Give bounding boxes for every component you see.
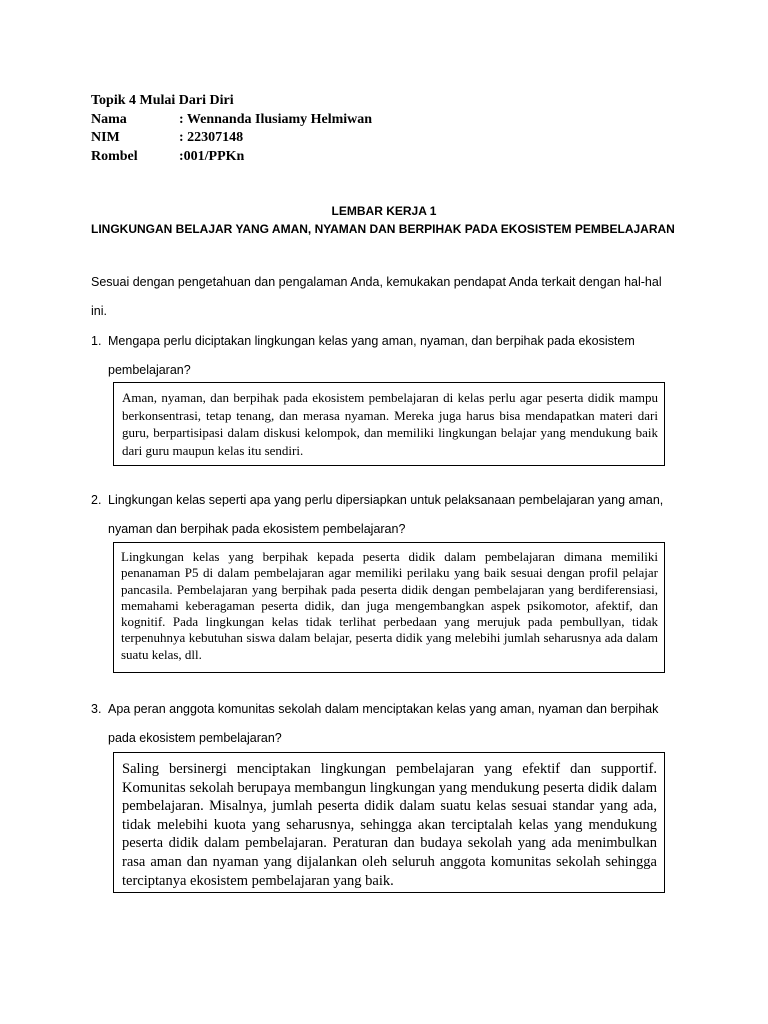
rombel-row: [91, 148, 372, 167]
question-3: [91, 695, 681, 753]
worksheet-subtitle: LINGKUNGAN BELAJAR YANG AMAN, NYAMAN DAN BERPIHAK PADA EKOSISTEM PEMBELAJARAN: [91, 222, 675, 236]
question-text: Lingkungan kelas seperti apa yang perlu dipersiapkan untuk pelaksanaan pembelajaran yang aman, nyaman dan berpihak pada ekosistem pembelajaran?: [108, 493, 664, 536]
answer-box-2: Lingkungan kelas yang berpihak kepada peserta didik dalam pembelajaran dimana memiliki penanaman P5 di dalam pembelajaran agar memiliki perilaku yang baik sesuai dengan profil pelajar pancasila. Pembelajaran yang berpihak pada peserta didik dengan pembelajaran yang berdiferensiasi, memahami keberagaman peserta didik, dan juga mengembangkan aspek psikomotor, afektif, dan kognitif. Pada lingkungan kelas tidak terlihat perbedaan yang merujuk pada pembullyan, tidak terpenuhnya kebutuhan siswa dalam belajar, peserta didik yang melebihi jumlah seharusnya ada dalam suatu kelas, dll.: [113, 542, 665, 673]
worksheet-title: LEMBAR KERJA 1: [331, 204, 437, 218]
answer-box-1: Aman, nyaman, dan berpihak pada ekosistem pembelajaran di kelas perlu agar peserta didik mampu berkonsentrasi, tetap tenang, dan merasa nyaman. Mereka juga harus bisa mendapatkan materi dari guru, berpartisipasi dalam diskusi kelompok, dan memiliki lingkungan belajar yang mendukung baik dari guru maupun kelas itu sendiri.: [113, 382, 665, 466]
name-label: Nama: [91, 111, 127, 127]
nim-label: NIM: [91, 130, 120, 145]
question-text: Mengapa perlu diciptakan lingkungan kelas yang aman, nyaman, dan berpihak pada ekosistem pembelajaran?: [108, 334, 635, 377]
document-header: [91, 92, 372, 166]
rombel-label: Rombel: [91, 148, 138, 164]
question-1: [91, 327, 681, 385]
question-number: 3.: [91, 702, 102, 716]
question-2: [91, 486, 681, 544]
name-row: [91, 111, 372, 130]
question-text: Apa peran anggota komunitas sekolah dalam menciptakan kelas yang aman, nyaman dan berpihak pada ekosistem pembelajaran?: [108, 702, 659, 745]
name-value: : Wennanda Ilusiamy Helmiwan: [179, 111, 373, 127]
question-number: 2.: [91, 493, 102, 507]
nim-row: [91, 129, 372, 148]
question-number: 1.: [91, 334, 102, 348]
nim-value: : 22307148: [179, 130, 244, 145]
intro-paragraph: Sesuai dengan pengetahuan dan pengalaman Anda, kemukakan pendapat Anda terkait dengan hal-hal ini.: [91, 275, 662, 318]
topic-title: Topik 4 Mulai Dari Diri: [91, 93, 234, 108]
answer-box-3: Saling bersinergi menciptakan lingkungan pembelajaran yang efektif dan supportif. Komunitas sekolah berupaya membangun lingkungan yang mendukung peserta didik dalam pembelajaran. Misalnya, jumlah peserta didik dalam suatu kelas sesuai standar yang ada, tidak melebihi kuota yang seharusnya, sehingga akan terciptalah kelas yang mendukung peserta didik dalam pembelajaran. Peraturan dan budaya sekolah yang ada menimbulkan rasa aman dan nyaman yang dijalankan oleh seluruh anggota komunitas sekolah sehingga terciptanya ekosistem pembelajaran yang baik.: [113, 752, 665, 893]
rombel-value: :001/PPKn: [179, 148, 245, 164]
